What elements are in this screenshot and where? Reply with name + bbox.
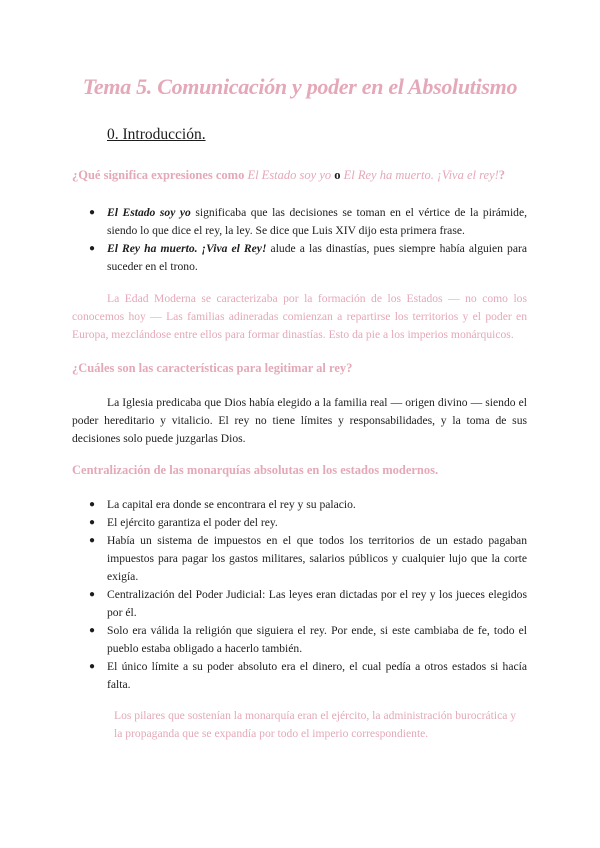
question-connector: o bbox=[331, 168, 344, 182]
bullet-icon: ● bbox=[89, 517, 96, 528]
list-item bbox=[89, 496, 527, 514]
bullet-icon: ● bbox=[89, 499, 96, 510]
bullet-icon: ● bbox=[89, 661, 96, 672]
list-item bbox=[89, 658, 527, 694]
paragraph-iglesia: La Iglesia predicaba que Dios había elegido a la familia real — origen divino — siendo el poder hereditario y vitalicio. El rey no tiene límites y responsabilidades, y la toma de sus decisiones solo puede juzgarlas Dios. bbox=[72, 396, 527, 445]
page-title: Tema 5. Comunicación y poder en el Absolutismo bbox=[82, 74, 518, 99]
paragraph-edad-moderna: La Edad Moderna se caracterizaba por la formación de los Estados — no como los conocemos hoy — Las familias adineradas comienzan a repartirse los territorios y el poder en Europa, mezclándose entre ellos para formar dinastías. Esto da pie a los imperios monárquicos. bbox=[72, 292, 527, 341]
bullet-emphasis: El Estado soy yo bbox=[107, 206, 191, 219]
question-phrase-rey: El Rey ha muerto. ¡Viva el rey! bbox=[343, 168, 499, 182]
bullet-icon: ● bbox=[89, 589, 96, 600]
bullet-text: El único límite a su poder absoluto era el dinero, el cual pedía a otros estados si hacía falta. bbox=[107, 660, 527, 691]
list-item bbox=[89, 532, 527, 586]
question-phrase-estado: El Estado soy yo bbox=[247, 168, 332, 182]
bullet-text: Había un sistema de impuestos en el que todos los territorios de un estado pagaban impuestos para pagar los gastos militares, salarios públicos y cualquier lujo que la corte exigía. bbox=[107, 534, 527, 583]
bullet-text: La capital era donde se encontrara el rey y su palacio. bbox=[107, 498, 356, 511]
question-legitimar: ¿Cuáles son las características para legitimar al rey? bbox=[72, 361, 353, 375]
bullet-text: Centralización del Poder Judicial: Las leyes eran dictadas por el rey y los jueces elegidos por él. bbox=[107, 588, 527, 619]
bullet-list-centralizacion bbox=[0, 496, 600, 694]
bullet-icon: ● bbox=[89, 535, 96, 546]
section-heading-intro: 0. Introducción. bbox=[107, 126, 206, 143]
bullet-icon: ● bbox=[89, 243, 96, 254]
bullet-text: alude a las dinastías, pues siempre había alguien para suceder en el trono. bbox=[107, 242, 527, 273]
question-prefix: ¿Qué significa expresiones como bbox=[72, 168, 248, 182]
closing-quote: Los pilares que sostenían la monarquía eran el ejército, la administración burocrática y la propaganda que se expandía por todo el imperio correspondiente. bbox=[114, 709, 517, 740]
section-heading-centralizacion: Centralización de las monarquías absolutas en los estados modernos. bbox=[72, 463, 439, 477]
bullet-text: Solo era válida la religión que siguiera el rey. Por ende, si este cambiaba de fe, todo el pueblo estaba obligado a hacerlo también. bbox=[107, 624, 527, 655]
question-expressions bbox=[72, 168, 505, 183]
list-item bbox=[89, 586, 527, 622]
list-item bbox=[89, 514, 527, 532]
bullet-list-expressions bbox=[0, 204, 600, 276]
bullet-text: significaba que las decisiones se toman en el vértice de la pirámide, siendo lo que dice el rey, la ley. Se dice que Luis XIV dijo esta primera frase. bbox=[107, 206, 527, 237]
question-suffix: ? bbox=[498, 168, 506, 182]
list-item bbox=[89, 204, 527, 240]
bullet-icon: ● bbox=[89, 207, 96, 218]
bullet-emphasis: El Rey ha muerto. ¡Viva el Rey! bbox=[107, 242, 267, 255]
bullet-icon: ● bbox=[89, 625, 96, 636]
bullet-text: El ejército garantiza el poder del rey. bbox=[107, 516, 278, 529]
list-item bbox=[89, 622, 527, 658]
list-item bbox=[89, 240, 527, 276]
